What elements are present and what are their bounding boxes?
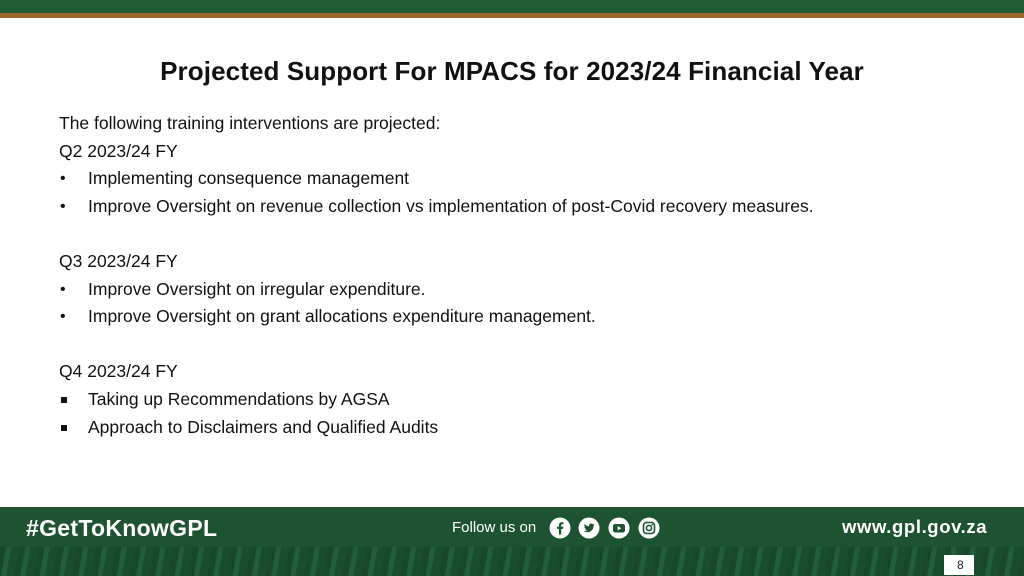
list-item-text: Implementing consequence management [88, 168, 410, 189]
list-item [59, 276, 979, 304]
slide-body [59, 110, 979, 441]
list-item [59, 165, 979, 193]
section-heading-q4: Q4 2023/24 FY [59, 361, 178, 382]
bullet-icon: • [60, 308, 66, 326]
header-green-band [0, 0, 1024, 13]
list-item-text: Improve Oversight on grant allocations expenditure management. [88, 306, 596, 327]
twitter-icon[interactable] [578, 517, 600, 539]
bullet-icon: • [60, 197, 66, 215]
follow-us-label: Follow us on [452, 519, 537, 536]
spacer [59, 220, 979, 248]
spacer [59, 331, 979, 359]
list-item-text: Improve Oversight on revenue collection vs implementation of post-Covid recovery measures. [88, 195, 814, 216]
list-item [59, 414, 979, 442]
facebook-icon[interactable] [549, 517, 571, 539]
instagram-icon[interactable] [638, 517, 660, 539]
list-item-text: Taking up Recommendations by AGSA [88, 388, 390, 409]
list-item-text: Approach to Disclaimers and Qualified Audits [88, 416, 439, 437]
list-item [59, 386, 979, 414]
youtube-icon[interactable] [608, 517, 630, 539]
footer-decorative-pattern [0, 547, 1024, 576]
section-heading-q3: Q3 2023/24 FY [59, 250, 178, 271]
footer-hashtag: #GetToKnowGPL [26, 515, 218, 541]
section-heading-q2: Q2 2023/24 FY [59, 140, 178, 161]
page-number: 8 [957, 558, 964, 572]
square-bullet-icon [61, 397, 67, 403]
bullet-icon: • [60, 170, 66, 188]
square-bullet-icon [61, 425, 67, 431]
bullet-icon: • [60, 280, 66, 298]
slide-title: Projected Support For MPACS for 2023/24 Financial Year [160, 56, 864, 86]
footer-banner [0, 507, 1024, 576]
footer-website: www.gpl.gov.za [842, 516, 988, 537]
list-item-text: Improve Oversight on irregular expenditure. [88, 278, 426, 299]
header-brown-stripe [0, 13, 1024, 18]
list-item [59, 193, 979, 221]
list-item [59, 303, 979, 331]
intro-text: The following training interventions are projected: [59, 113, 441, 133]
